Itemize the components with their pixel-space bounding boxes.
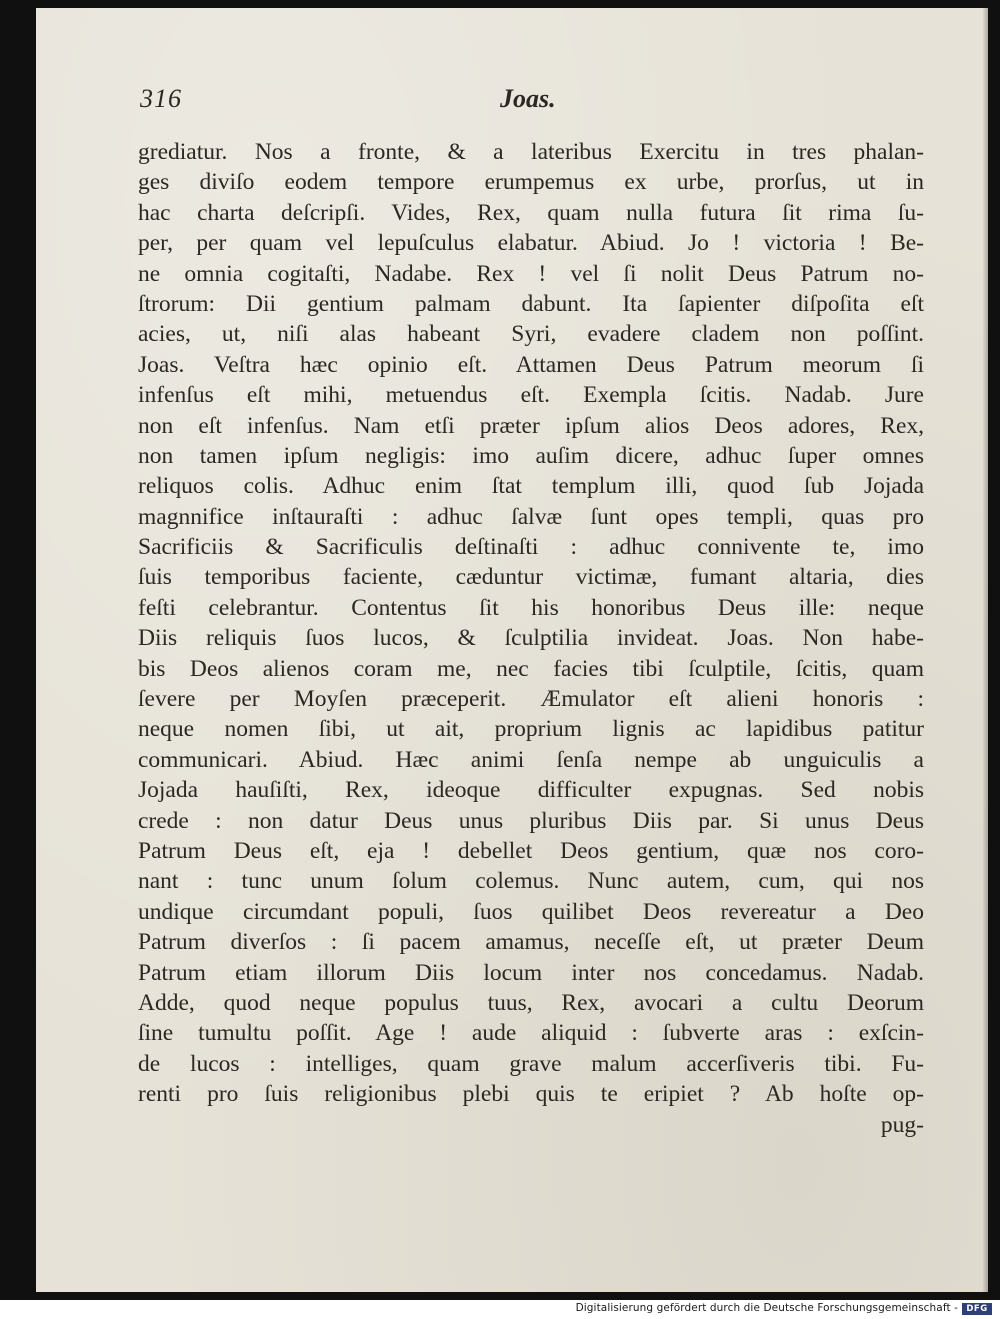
text-line: non tamen ipſum negligis: imo auſim dicere, adhuc ſuper omnes bbox=[138, 442, 924, 469]
text-line: grediatur. Nos a fronte, & a lateribus Exercitu in tres phalan- bbox=[138, 139, 924, 165]
funding-credit: Digitalisierung gefördert durch die Deutsche Forschungsgemeinschaft - bbox=[575, 1302, 958, 1314]
text-line: acies, ut, niſi alas habeant Syri, evadere cladem non poſſint. bbox=[138, 321, 924, 348]
body-text bbox=[138, 137, 924, 1140]
page-edge-shadow bbox=[982, 8, 988, 1292]
page-header bbox=[140, 84, 920, 124]
page-number: 316 bbox=[140, 84, 182, 113]
text-line: per, per quam vel lepuſculus elabatur. Abiud. Jo ! victoria ! Be- bbox=[138, 230, 924, 257]
text-line: Sacrificiis & Sacrificulis deſtinaſti : adhuc connivente te, imo bbox=[138, 534, 924, 561]
text-line: renti pro ſuis religionibus plebi quis te eripiet ? Ab hoſte op- bbox=[138, 1081, 924, 1108]
text-line: undique circumdant populi, ſuos quilibet Deos revereatur a Deo bbox=[138, 898, 924, 925]
text-line: Patrum etiam illorum Diis locum inter nos concedamus. Nadab. bbox=[138, 959, 924, 986]
text-line: Joas. Veſtra hæc opinio eſt. Attamen Deus Patrum meorum ſi bbox=[138, 351, 924, 378]
text-line: de lucos : intelliges, quam grave malum accerſiveris tibi. Fu- bbox=[138, 1050, 924, 1077]
text-line: Patrum diverſos : ſi pacem amamus, neceſſe eſt, ut præter Deum bbox=[138, 929, 924, 956]
text-line: hac charta deſcripſi. Vides, Rex, quam nulla futura ſit rima ſu- bbox=[138, 199, 924, 226]
text-line: ſine tumultu poſſit. Age ! aude aliquid : ſubverte aras : exſcin- bbox=[138, 1020, 924, 1047]
text-line: bis Deos alienos coram me, nec facies tibi ſculptile, ſcitis, quam bbox=[138, 655, 924, 682]
catchword: pug- bbox=[880, 1111, 924, 1138]
text-line: Patrum Deus eſt, eja ! debellet Deos gentium, quæ nos coro- bbox=[138, 837, 924, 864]
text-line: neque nomen ſibi, ut ait, proprium lignis ac lapidibus patitur bbox=[138, 716, 924, 743]
text-line: infenſus eſt mihi, metuendus eſt. Exempla ſcitis. Nadab. Jure bbox=[138, 382, 924, 409]
text-line: Jojada hauſiſti, Rex, ideoque difficulter expugnas. Sed nobis bbox=[138, 777, 924, 804]
text-line: ſuis temporibus faciente, cæduntur victimæ, fumant altaria, dies bbox=[138, 564, 924, 591]
footer-bar bbox=[0, 1300, 1000, 1319]
text-line: ſtrorum: Dii gentium palmam dabunt. Ita ſapienter diſpoſita eſt bbox=[138, 290, 924, 317]
text-line: ges diviſo eodem tempore erumpemus ex urbe, prorſus, ut in bbox=[138, 169, 924, 196]
text-line: magnnifice inſtauraſti : adhuc ſalvæ ſunt opes templi, quas pro bbox=[138, 503, 924, 530]
text-line: ne omnia cogitaſti, Nadabe. Rex ! vel ſi nolit Deus Patrum no- bbox=[138, 260, 924, 287]
text-line: nant : tunc unum ſolum colemus. Nunc autem, cum, qui nos bbox=[138, 868, 924, 895]
text-line: crede : non datur Deus unus pluribus Diis par. Si unus Deus bbox=[138, 807, 924, 834]
text-line: reliquos colis. Adhuc enim ſtat templum illi, quod ſub Jojada bbox=[138, 473, 924, 500]
text-line: feſti celebrantur. Contentus ſit his honoribus Deus ille: neque bbox=[138, 594, 924, 621]
text-line: non eſt infenſus. Nam etſi præter ipſum alios Deos adores, Rex, bbox=[138, 412, 924, 439]
text-line: Adde, quod neque populus tuus, Rex, avocari a cultu Deorum bbox=[138, 989, 924, 1016]
text-line: ſevere per Moyſen præceperit. Æmulator eſt alieni honoris : bbox=[138, 686, 924, 713]
text-line: communicari. Abiud. Hæc animi ſenſa nempe ab unguiculis a bbox=[138, 746, 924, 773]
running-title: Joas. bbox=[500, 84, 556, 113]
text-line: Diis reliquis ſuos lucos, & ſculptilia invideat. Joas. Non habe- bbox=[138, 625, 924, 652]
dfg-logo: DFG bbox=[962, 1303, 992, 1315]
